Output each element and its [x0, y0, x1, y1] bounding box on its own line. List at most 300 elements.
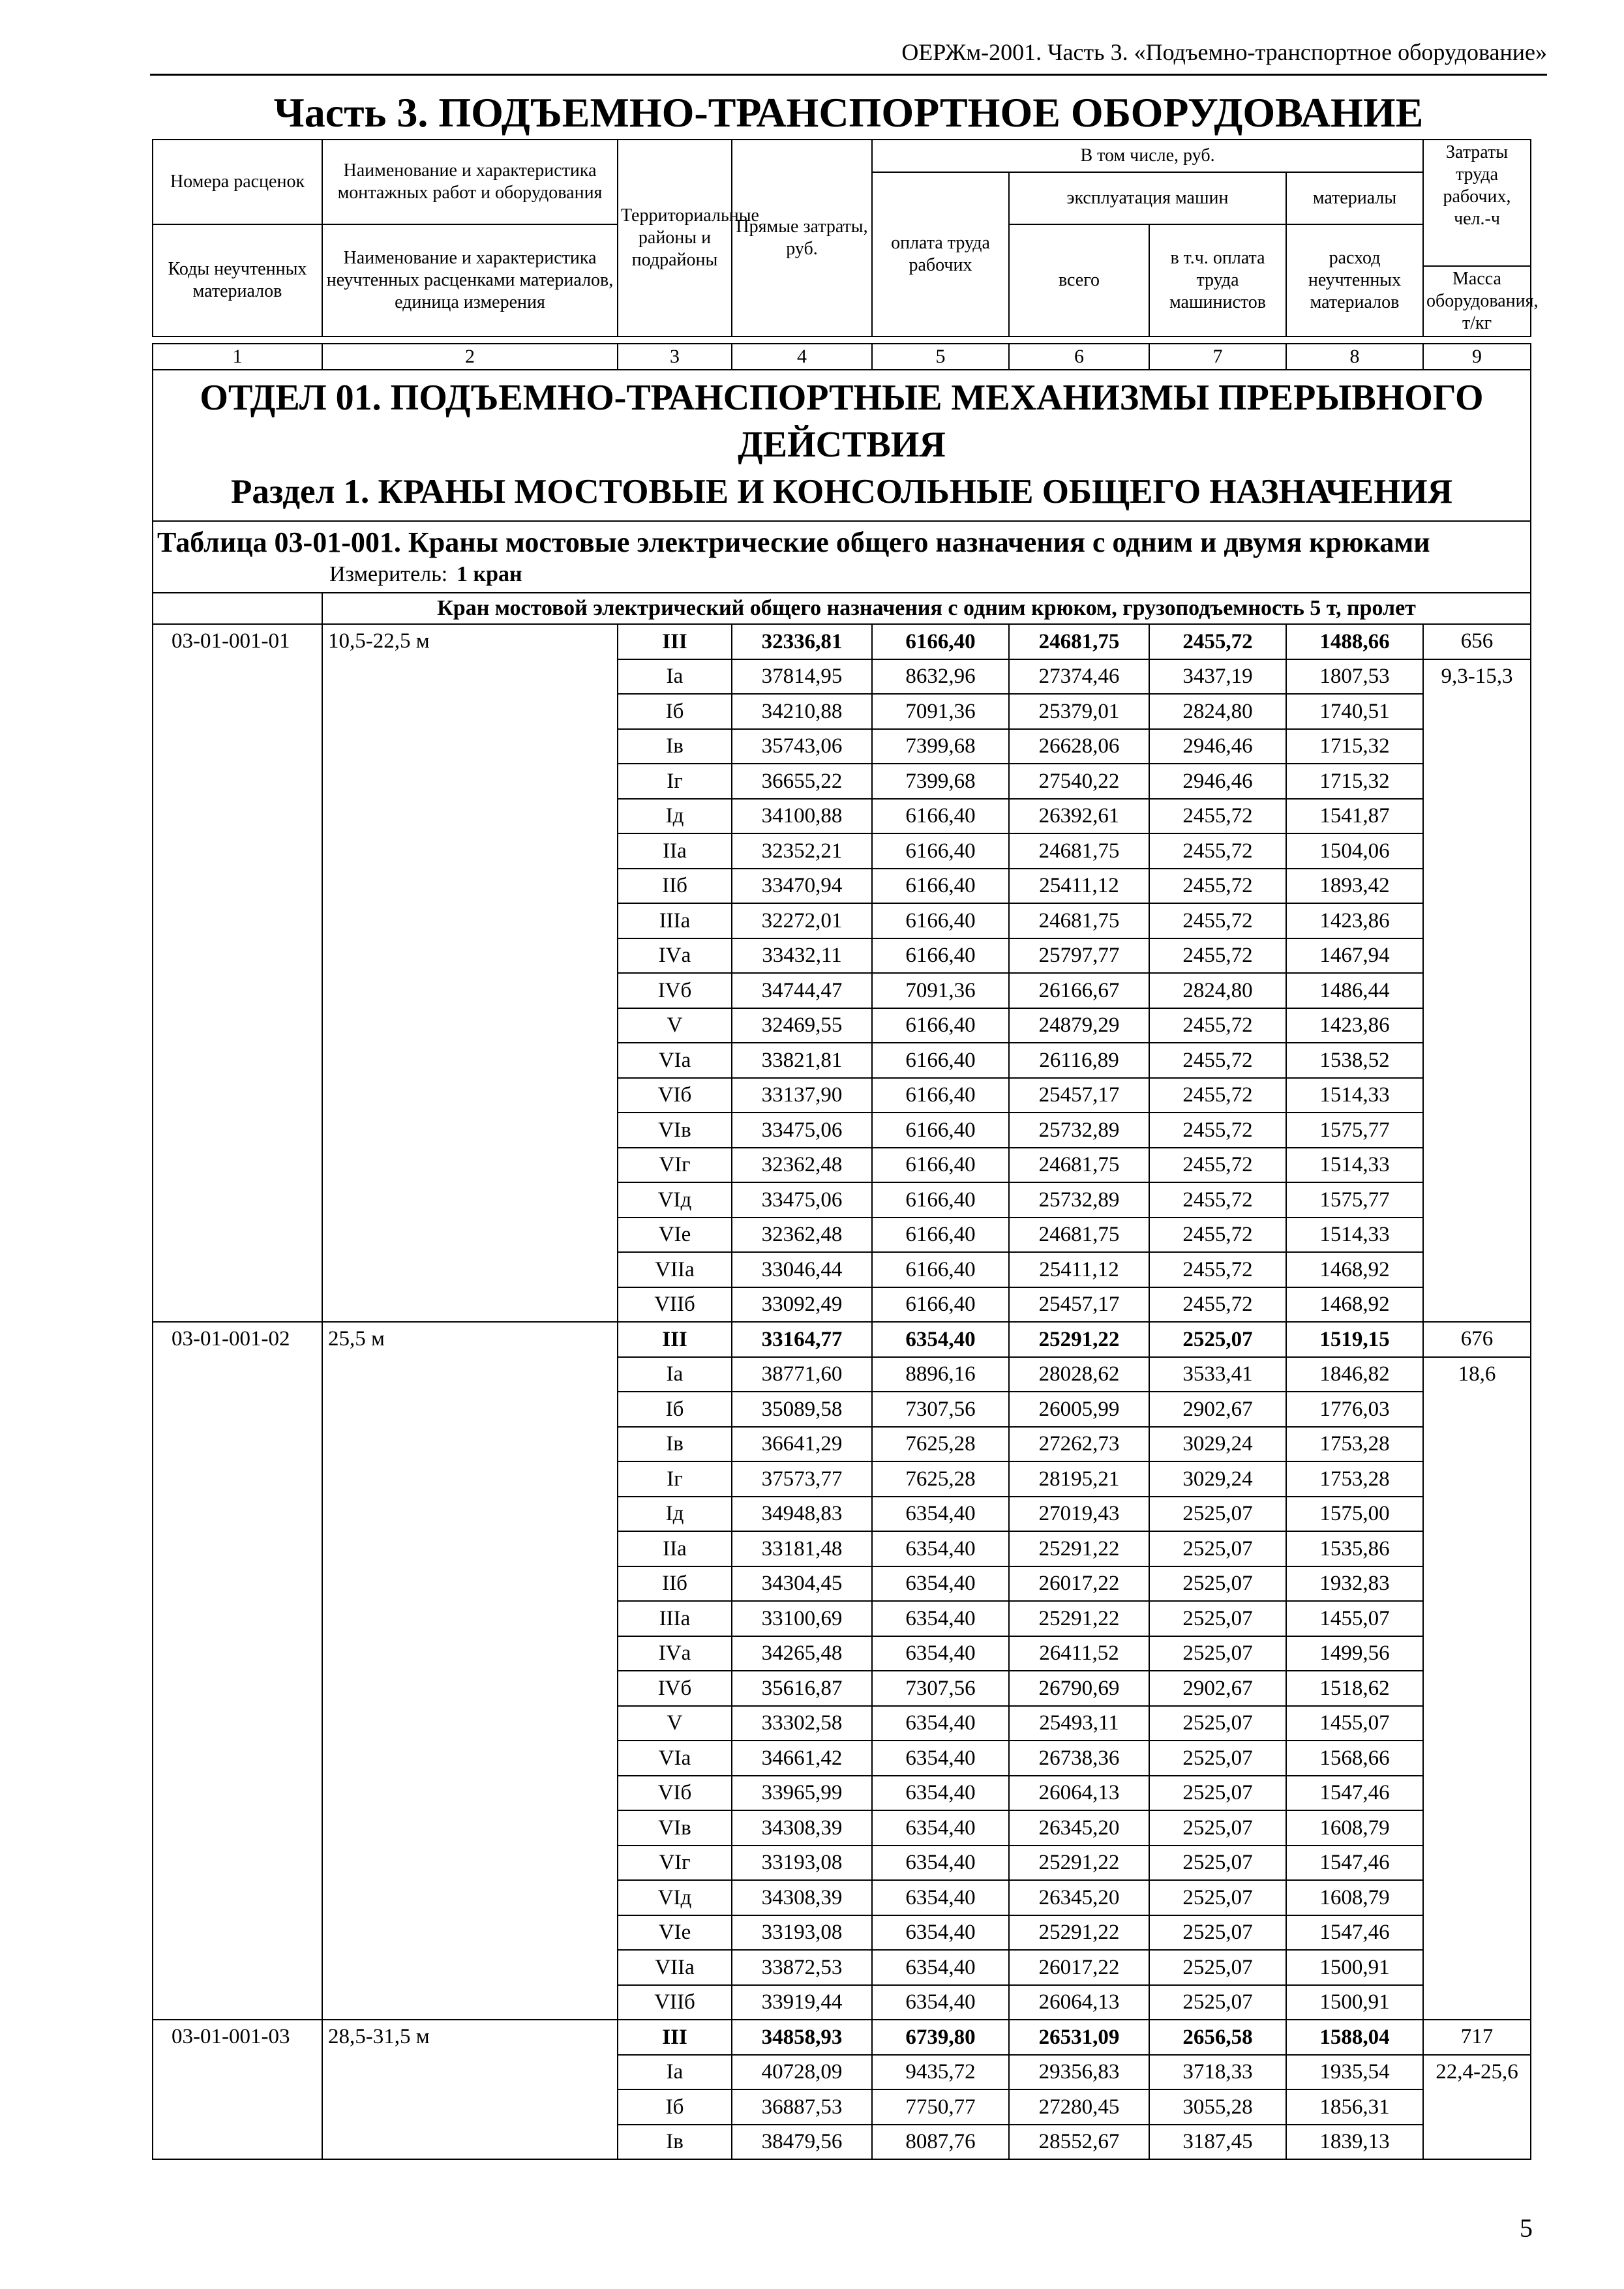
region-cell: VIе [618, 1218, 732, 1253]
region-cell: Iб [618, 694, 732, 729]
col7-header: в т.ч. оплата труда машинистов [1149, 224, 1286, 337]
direct-cost-cell: 40728,09 [732, 2055, 872, 2090]
direct-cost-cell: 33100,69 [732, 1601, 872, 1636]
wages-cell: 6354,40 [872, 1497, 1009, 1532]
direct-cost-cell: 32362,48 [732, 1218, 872, 1253]
machinist-wages-cell: 2455,72 [1149, 1113, 1286, 1148]
equipment-mass-cell: 22,4-25,6 [1423, 2055, 1531, 2160]
region-cell: IVа [618, 938, 732, 974]
region-cell: VIд [618, 1880, 732, 1915]
machinist-wages-cell: 2455,72 [1149, 1043, 1286, 1078]
wages-cell: 8087,76 [872, 2125, 1009, 2160]
wages-cell: 7625,28 [872, 1427, 1009, 1462]
machines-total-cell: 27262,73 [1009, 1427, 1149, 1462]
labor-cost-cell: 676 [1423, 1322, 1531, 1357]
wages-cell: 6166,40 [872, 833, 1009, 869]
measure-unit [153, 561, 1530, 592]
region-cell: Iв [618, 729, 732, 764]
machines-total-cell: 25493,11 [1009, 1706, 1149, 1741]
materials-cell: 1568,66 [1286, 1741, 1423, 1776]
materials-cell: 1575,77 [1286, 1182, 1423, 1218]
machines-total-cell: 27019,43 [1009, 1497, 1149, 1532]
rate-span: 10,5-22,5 м [322, 624, 618, 1322]
direct-cost-cell: 34308,39 [732, 1810, 872, 1846]
machines-total-cell: 25732,89 [1009, 1113, 1149, 1148]
materials-cell: 1807,53 [1286, 659, 1423, 695]
machinist-wages-cell: 2455,72 [1149, 833, 1286, 869]
machines-total-cell: 28195,21 [1009, 1461, 1149, 1497]
direct-cost-cell: 36655,22 [732, 764, 872, 799]
machines-total-cell: 24681,75 [1009, 624, 1149, 659]
machines-total-cell: 25291,22 [1009, 1846, 1149, 1881]
machinist-wages-cell: 2525,07 [1149, 1741, 1286, 1776]
region-cell: IIIа [618, 903, 732, 938]
machines-total-cell: 24681,75 [1009, 1218, 1149, 1253]
wages-cell: 8632,96 [872, 659, 1009, 695]
materials-cell: 1776,03 [1286, 1392, 1423, 1427]
materials-cell: 1753,28 [1286, 1427, 1423, 1462]
wages-cell: 6354,40 [872, 1741, 1009, 1776]
machinist-wages-cell: 2455,72 [1149, 1218, 1286, 1253]
direct-cost-cell: 36641,29 [732, 1427, 872, 1462]
direct-cost-cell: 33475,06 [732, 1182, 872, 1218]
region-cell: Iб [618, 1392, 732, 1427]
region-cell: VIIа [618, 1950, 732, 1985]
machinist-wages-cell: 3187,45 [1149, 2125, 1286, 2160]
machinist-wages-cell: 2525,07 [1149, 1566, 1286, 1602]
direct-cost-cell: 37814,95 [732, 659, 872, 695]
materials-cell: 1514,33 [1286, 1218, 1423, 1253]
machinist-wages-cell: 3055,28 [1149, 2089, 1286, 2125]
materials-cell: 1935,54 [1286, 2055, 1423, 2090]
direct-cost-cell: 34858,93 [732, 2020, 872, 2055]
wages-cell: 7307,56 [872, 1392, 1009, 1427]
region-cell: VIв [618, 1810, 732, 1846]
table-row [153, 624, 1531, 659]
direct-cost-cell: 33470,94 [732, 869, 872, 904]
machines-total-cell: 26005,99 [1009, 1392, 1149, 1427]
department-title: ОТДЕЛ 01. ПОДЪЕМНО-ТРАНСПОРТНЫЕ МЕХАНИЗМЫ ПРЕРЫВНОГО ДЕЙСТВИЯ [200, 378, 1484, 465]
direct-cost-cell: 32272,01 [732, 903, 872, 938]
header-rule [150, 74, 1547, 76]
machinist-wages-cell: 2902,67 [1149, 1671, 1286, 1706]
wages-cell: 6166,40 [872, 1148, 1009, 1183]
wages-cell: 6166,40 [872, 1113, 1009, 1148]
col1-header-top: Номера расценок [153, 140, 322, 224]
region-cell: IIб [618, 1566, 732, 1602]
materials-cell: 1488,66 [1286, 624, 1423, 659]
rate-code: 03-01-001-02 [153, 1322, 322, 2020]
measure-unit-value: 1 кран [457, 562, 522, 586]
materials-cell: 1608,79 [1286, 1880, 1423, 1915]
col5-header: оплата труда рабочих [872, 172, 1009, 337]
machines-total-cell: 25797,77 [1009, 938, 1149, 974]
direct-cost-cell: 34661,42 [732, 1741, 872, 1776]
region-cell: Iг [618, 1461, 732, 1497]
machines-total-cell: 25291,22 [1009, 1915, 1149, 1951]
direct-cost-cell: 33432,11 [732, 938, 872, 974]
section-titles-cell [153, 370, 1531, 521]
region-cell: VIIб [618, 1985, 732, 2020]
wages-cell: 6354,40 [872, 1915, 1009, 1951]
rate-code: 03-01-001-01 [153, 624, 322, 1322]
machinist-wages-cell: 2525,07 [1149, 1950, 1286, 1985]
equipment-mass-cell: 9,3-15,3 [1423, 659, 1531, 1323]
direct-cost-cell: 37573,77 [732, 1461, 872, 1497]
direct-cost-cell: 34265,48 [732, 1636, 872, 1671]
region-cell: III [618, 2020, 732, 2055]
labor-cost-cell: 717 [1423, 2020, 1531, 2055]
equipment-mass-cell: 18,6 [1423, 1357, 1531, 2020]
direct-cost-cell: 33965,99 [732, 1776, 872, 1811]
direct-cost-cell: 34308,39 [732, 1880, 872, 1915]
direct-cost-cell: 32362,48 [732, 1148, 872, 1183]
machinist-wages-cell: 2525,07 [1149, 1636, 1286, 1671]
machinist-wages-cell: 2946,46 [1149, 764, 1286, 799]
machinist-wages-cell: 3437,19 [1149, 659, 1286, 695]
machinist-wages-cell: 2525,07 [1149, 1985, 1286, 2020]
table-title-cell [153, 521, 1531, 593]
rates-table [152, 139, 1539, 2160]
wages-cell: 6354,40 [872, 1880, 1009, 1915]
wages-cell: 6166,40 [872, 1218, 1009, 1253]
region-cell: Iд [618, 1497, 732, 1532]
machines-total-cell: 26790,69 [1009, 1671, 1149, 1706]
machines-total-cell: 25411,12 [1009, 1252, 1149, 1287]
machinist-wages-cell: 3029,24 [1149, 1427, 1286, 1462]
materials-cell: 1455,07 [1286, 1706, 1423, 1741]
wages-cell: 6354,40 [872, 1566, 1009, 1602]
machinist-wages-cell: 2455,72 [1149, 1182, 1286, 1218]
page-title: Часть 3. ПОДЪЕМНО-ТРАНСПОРТНОЕ ОБОРУДОВАНИЕ [273, 89, 1424, 136]
machinist-wages-cell: 2902,67 [1149, 1392, 1286, 1427]
materials-cell: 1468,92 [1286, 1252, 1423, 1287]
direct-cost-cell: 34948,83 [732, 1497, 872, 1532]
col1-header-bottom: Коды неучтенных материалов [153, 224, 322, 337]
direct-cost-cell: 33821,81 [732, 1043, 872, 1078]
wages-cell: 6166,40 [872, 1182, 1009, 1218]
materials-cell: 1547,46 [1286, 1776, 1423, 1811]
machinist-wages-cell: 3029,24 [1149, 1461, 1286, 1497]
materials-cell: 1423,86 [1286, 1008, 1423, 1043]
column-number: 8 [1286, 344, 1423, 370]
machines-total-cell: 25379,01 [1009, 694, 1149, 729]
machinist-wages-cell: 2455,72 [1149, 799, 1286, 834]
machines-total-cell: 24879,29 [1009, 1008, 1149, 1043]
materials-cell: 1499,56 [1286, 1636, 1423, 1671]
labor-cost-cell: 656 [1423, 624, 1531, 659]
wages-cell: 6354,40 [872, 1776, 1009, 1811]
wages-cell: 7625,28 [872, 1461, 1009, 1497]
direct-cost-cell: 35089,58 [732, 1392, 872, 1427]
materials-cell: 1932,83 [1286, 1566, 1423, 1602]
region-cell: IIIа [618, 1601, 732, 1636]
wages-cell: 6354,40 [872, 1636, 1009, 1671]
section-title: Раздел 1. КРАНЫ МОСТОВЫЕ И КОНСОЛЬНЫЕ ОБЩЕГО НАЗНАЧЕНИЯ [231, 473, 1452, 511]
machines-total-cell: 28028,62 [1009, 1357, 1149, 1392]
wages-cell: 7399,68 [872, 764, 1009, 799]
materials-cell: 1423,86 [1286, 903, 1423, 938]
machinist-wages-cell: 2525,07 [1149, 1880, 1286, 1915]
region-cell: Iа [618, 2055, 732, 2090]
region-cell: III [618, 624, 732, 659]
rate-code: 03-01-001-03 [153, 2020, 322, 2159]
machinist-wages-cell: 2525,07 [1149, 1601, 1286, 1636]
machinist-wages-cell: 2455,72 [1149, 938, 1286, 974]
machinist-wages-cell: 3718,33 [1149, 2055, 1286, 2090]
col2-header-bottom: Наименование и характеристика неучтенных расценками материалов, единица измерения [322, 224, 618, 337]
materials-cell: 1753,28 [1286, 1461, 1423, 1497]
measure-unit-label: Измеритель: [329, 562, 448, 586]
rates-body [153, 624, 1531, 2159]
machines-total-cell: 26064,13 [1009, 1985, 1149, 2020]
machines-total-cell: 28552,67 [1009, 2125, 1149, 2160]
wages-cell: 6166,40 [872, 1287, 1009, 1323]
machines-total-cell: 26392,61 [1009, 799, 1149, 834]
machinist-wages-cell: 3533,41 [1149, 1357, 1286, 1392]
region-cell: VIа [618, 1741, 732, 1776]
materials-cell: 1541,87 [1286, 799, 1423, 834]
machines-total-cell: 26017,22 [1009, 1950, 1149, 1985]
machines-total-cell: 26738,36 [1009, 1741, 1149, 1776]
direct-cost-cell: 33164,77 [732, 1322, 872, 1357]
materials-cell: 1547,46 [1286, 1915, 1423, 1951]
region-cell: VIIб [618, 1287, 732, 1323]
direct-cost-cell: 34744,47 [732, 973, 872, 1008]
region-cell: Iд [618, 799, 732, 834]
direct-cost-cell: 35743,06 [732, 729, 872, 764]
wages-cell: 7307,56 [872, 1671, 1009, 1706]
region-cell: VIг [618, 1148, 732, 1183]
col3-header: Территориальные районы и подрайоны [618, 140, 732, 337]
machinist-wages-cell: 2455,72 [1149, 869, 1286, 904]
rate-span: 25,5 м [322, 1322, 618, 2020]
machinist-wages-cell: 2525,07 [1149, 1531, 1286, 1566]
machines-total-cell: 26411,52 [1009, 1636, 1149, 1671]
region-cell: VIIа [618, 1252, 732, 1287]
materials-cell: 1514,33 [1286, 1078, 1423, 1113]
region-cell: VIа [618, 1043, 732, 1078]
wages-cell: 6739,80 [872, 2020, 1009, 2055]
direct-cost-cell: 35616,87 [732, 1671, 872, 1706]
machines-total-cell: 29356,83 [1009, 2055, 1149, 2090]
wages-cell: 6166,40 [872, 903, 1009, 938]
wages-cell: 6354,40 [872, 1810, 1009, 1846]
materials-cell: 1538,52 [1286, 1043, 1423, 1078]
direct-cost-cell: 32352,21 [732, 833, 872, 869]
direct-cost-cell: 33475,06 [732, 1113, 872, 1148]
region-cell: VIб [618, 1776, 732, 1811]
direct-cost-cell: 33046,44 [732, 1252, 872, 1287]
materials-cell: 1504,06 [1286, 833, 1423, 869]
materials-cell: 1575,00 [1286, 1497, 1423, 1532]
region-cell: IIа [618, 833, 732, 869]
region-cell: IIб [618, 869, 732, 904]
wages-cell: 7091,36 [872, 694, 1009, 729]
region-cell: V [618, 1008, 732, 1043]
table-header [153, 140, 1539, 337]
materials-cell: 1455,07 [1286, 1601, 1423, 1636]
machines-total-cell: 27374,46 [1009, 659, 1149, 695]
region-cell: Iв [618, 1427, 732, 1462]
item-description: Кран мостовой электрический общего назначения с одним крюком, грузоподъемность 5 т, пролет [322, 593, 1531, 624]
machines-total-cell: 24681,75 [1009, 833, 1149, 869]
materials-cell: 1893,42 [1286, 869, 1423, 904]
page-number: 5 [1520, 2213, 1533, 2243]
materials-cell: 1514,33 [1286, 1148, 1423, 1183]
direct-cost-cell: 33193,08 [732, 1846, 872, 1881]
machines-total-cell: 25291,22 [1009, 1322, 1149, 1357]
region-cell: III [618, 1322, 732, 1357]
materials-cell: 1519,15 [1286, 1322, 1423, 1357]
machinist-wages-cell: 2525,07 [1149, 1776, 1286, 1811]
materials-cell: 1715,32 [1286, 764, 1423, 799]
machines-total-cell: 25291,22 [1009, 1531, 1149, 1566]
region-cell: VIе [618, 1915, 732, 1951]
machinist-wages-cell: 2525,07 [1149, 1497, 1286, 1532]
running-header: ОЕРЖм-2001. Часть 3. «Подъемно-транспортное оборудование» [901, 39, 1547, 65]
machinist-wages-cell: 2525,07 [1149, 1810, 1286, 1846]
region-cell: Iа [618, 1357, 732, 1392]
materials-header: материалы [1286, 172, 1423, 224]
wages-cell: 6166,40 [872, 1078, 1009, 1113]
column-number: 5 [872, 344, 1009, 370]
wages-cell: 8896,16 [872, 1357, 1009, 1392]
materials-cell: 1856,31 [1286, 2089, 1423, 2125]
wages-cell: 6166,40 [872, 1008, 1009, 1043]
column-number: 9 [1423, 344, 1531, 370]
machinist-wages-cell: 2525,07 [1149, 1846, 1286, 1881]
wages-cell: 6166,40 [872, 799, 1009, 834]
wages-cell: 6166,40 [872, 1043, 1009, 1078]
region-cell: VIд [618, 1182, 732, 1218]
machinist-wages-cell: 2525,07 [1149, 1322, 1286, 1357]
machinist-wages-cell: 2824,80 [1149, 694, 1286, 729]
materials-cell: 1715,32 [1286, 729, 1423, 764]
machinist-wages-cell: 2455,72 [1149, 1287, 1286, 1323]
machines-total-cell: 26064,13 [1009, 1776, 1149, 1811]
direct-cost-cell: 32336,81 [732, 624, 872, 659]
direct-cost-cell: 33092,49 [732, 1287, 872, 1323]
machinist-wages-cell: 2525,07 [1149, 1706, 1286, 1741]
machines-total-cell: 24681,75 [1009, 903, 1149, 938]
direct-cost-cell: 33919,44 [732, 1985, 872, 2020]
machines-total-cell: 26628,06 [1009, 729, 1149, 764]
wages-cell: 6166,40 [872, 869, 1009, 904]
region-cell: Iв [618, 2125, 732, 2160]
wages-cell: 6166,40 [872, 1252, 1009, 1287]
col9-header-bottom: Масса оборудования, т/кг [1423, 266, 1531, 337]
materials-cell: 1467,94 [1286, 938, 1423, 974]
wages-cell: 6354,40 [872, 1531, 1009, 1566]
col4-header: Прямые затраты, руб. [732, 140, 872, 337]
rate-span: 28,5-31,5 м [322, 2020, 618, 2159]
region-cell: IVб [618, 973, 732, 1008]
direct-cost-cell: 34100,88 [732, 799, 872, 834]
materials-cell: 1846,82 [1286, 1357, 1423, 1392]
table-row [153, 2020, 1531, 2055]
region-cell: VIв [618, 1113, 732, 1148]
col8-header: расход неучтенных материалов [1286, 224, 1423, 337]
materials-cell: 1535,86 [1286, 1531, 1423, 1566]
wages-cell: 6354,40 [872, 1846, 1009, 1881]
machines-total-cell: 25411,12 [1009, 869, 1149, 904]
wages-cell: 6354,40 [872, 1706, 1009, 1741]
wages-cell: 6166,40 [872, 624, 1009, 659]
region-cell: VIг [618, 1846, 732, 1881]
direct-cost-cell: 34210,88 [732, 694, 872, 729]
machines-total-cell: 26017,22 [1009, 1566, 1149, 1602]
region-cell: Iг [618, 764, 732, 799]
direct-cost-cell: 33181,48 [732, 1531, 872, 1566]
region-cell: Iб [618, 2089, 732, 2125]
materials-cell: 1518,62 [1286, 1671, 1423, 1706]
direct-cost-cell: 33193,08 [732, 1915, 872, 1951]
machines-total-cell: 25291,22 [1009, 1601, 1149, 1636]
machinist-wages-cell: 2455,72 [1149, 624, 1286, 659]
region-cell: V [618, 1706, 732, 1741]
machines-total-cell: 26345,20 [1009, 1880, 1149, 1915]
materials-cell: 1547,46 [1286, 1846, 1423, 1881]
table-title: Таблица 03-01-001. Краны мостовые электрические общего назначения с одним и двумя крюками [157, 526, 1430, 558]
wages-cell: 7399,68 [872, 729, 1009, 764]
machinist-wages-cell: 2455,72 [1149, 903, 1286, 938]
direct-cost-cell: 33137,90 [732, 1078, 872, 1113]
column-number: 4 [732, 344, 872, 370]
machinist-wages-cell: 2525,07 [1149, 1915, 1286, 1951]
wages-cell: 6354,40 [872, 1950, 1009, 1985]
materials-cell: 1575,77 [1286, 1113, 1423, 1148]
machines-total-cell: 26531,09 [1009, 2020, 1149, 2055]
col9-header-top: Затраты труда рабочих, чел.-ч [1423, 140, 1531, 266]
column-number: 2 [322, 344, 618, 370]
region-cell: Iа [618, 659, 732, 695]
machines-total-cell: 25732,89 [1009, 1182, 1149, 1218]
machines-total-cell: 26116,89 [1009, 1043, 1149, 1078]
materials-cell: 1588,04 [1286, 2020, 1423, 2055]
direct-cost-cell: 36887,53 [732, 2089, 872, 2125]
machinist-wages-cell: 2455,72 [1149, 1078, 1286, 1113]
materials-cell: 1500,91 [1286, 1950, 1423, 1985]
wages-cell: 9435,72 [872, 2055, 1009, 2090]
column-number: 7 [1149, 344, 1286, 370]
wages-cell: 6354,40 [872, 1601, 1009, 1636]
machines-total-cell: 27540,22 [1009, 764, 1149, 799]
column-number: 1 [153, 344, 322, 370]
column-number: 3 [618, 344, 732, 370]
wages-cell: 7750,77 [872, 2089, 1009, 2125]
materials-cell: 1500,91 [1286, 1985, 1423, 2020]
wages-cell: 7091,36 [872, 973, 1009, 1008]
direct-cost-cell: 32469,55 [732, 1008, 872, 1043]
direct-cost-cell: 38771,60 [732, 1357, 872, 1392]
column-numbers-row [153, 344, 1531, 370]
direct-cost-cell: 33872,53 [732, 1950, 872, 1985]
direct-cost-cell: 33302,58 [732, 1706, 872, 1741]
machines-total-cell: 26166,67 [1009, 973, 1149, 1008]
table-row [153, 1322, 1531, 1357]
machinist-wages-cell: 2455,72 [1149, 1252, 1286, 1287]
materials-cell: 1608,79 [1286, 1810, 1423, 1846]
region-cell: IIа [618, 1531, 732, 1566]
including-header: В том числе, руб. [872, 140, 1423, 172]
machines-total-cell: 26345,20 [1009, 1810, 1149, 1846]
direct-cost-cell: 38479,56 [732, 2125, 872, 2160]
column-number: 6 [1009, 344, 1149, 370]
wages-cell: 6354,40 [872, 1985, 1009, 2020]
materials-cell: 1839,13 [1286, 2125, 1423, 2160]
machines-total-cell: 25457,17 [1009, 1287, 1149, 1323]
